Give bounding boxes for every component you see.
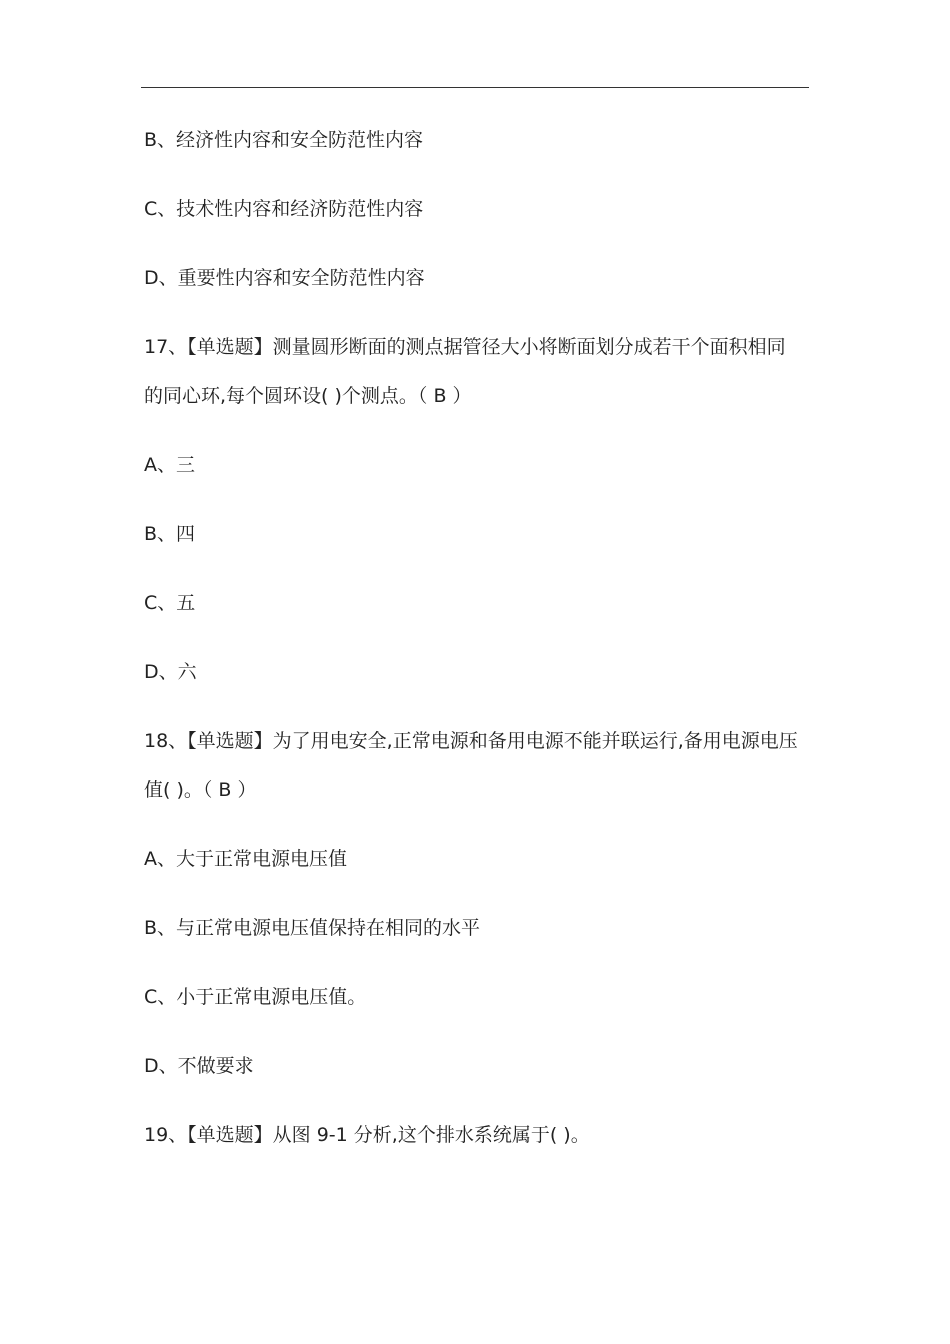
question-18-stem-line2: 值( )。（ B ）	[144, 779, 257, 801]
question-17-option-b: B、四	[144, 523, 196, 545]
question-18-stem-line1: 18、【单选题】为了用电安全,正常电源和备用电源不能并联运行,备用电源电压	[144, 730, 798, 752]
question-18-option-b: B、与正常电源电压值保持在相同的水平	[144, 917, 481, 939]
option-d-prev: D、重要性内容和安全防范性内容	[144, 267, 425, 289]
option-c-prev: C、技术性内容和经济防范性内容	[144, 198, 424, 220]
question-17-option-d: D、六	[144, 661, 197, 683]
question-19-stem-line1: 19、【单选题】从图 9-1 分析,这个排水系统属于( )。	[144, 1124, 590, 1146]
question-18-option-d: D、不做要求	[144, 1055, 254, 1077]
question-17-stem-line1: 17、【单选题】测量圆形断面的测点据管径大小将断面划分成若干个面积相同	[144, 336, 786, 358]
question-17-stem-line2: 的同心环,每个圆环设( )个测点。（ B ）	[144, 385, 472, 407]
question-18-option-a: A、大于正常电源电压值	[144, 848, 347, 870]
question-18-option-c: C、小于正常电源电压值。	[144, 986, 367, 1008]
option-b-prev: B、经济性内容和安全防范性内容	[144, 129, 424, 151]
question-17-option-a: A、三	[144, 454, 195, 476]
question-17-option-c: C、五	[144, 592, 196, 614]
header-rule	[141, 87, 809, 88]
